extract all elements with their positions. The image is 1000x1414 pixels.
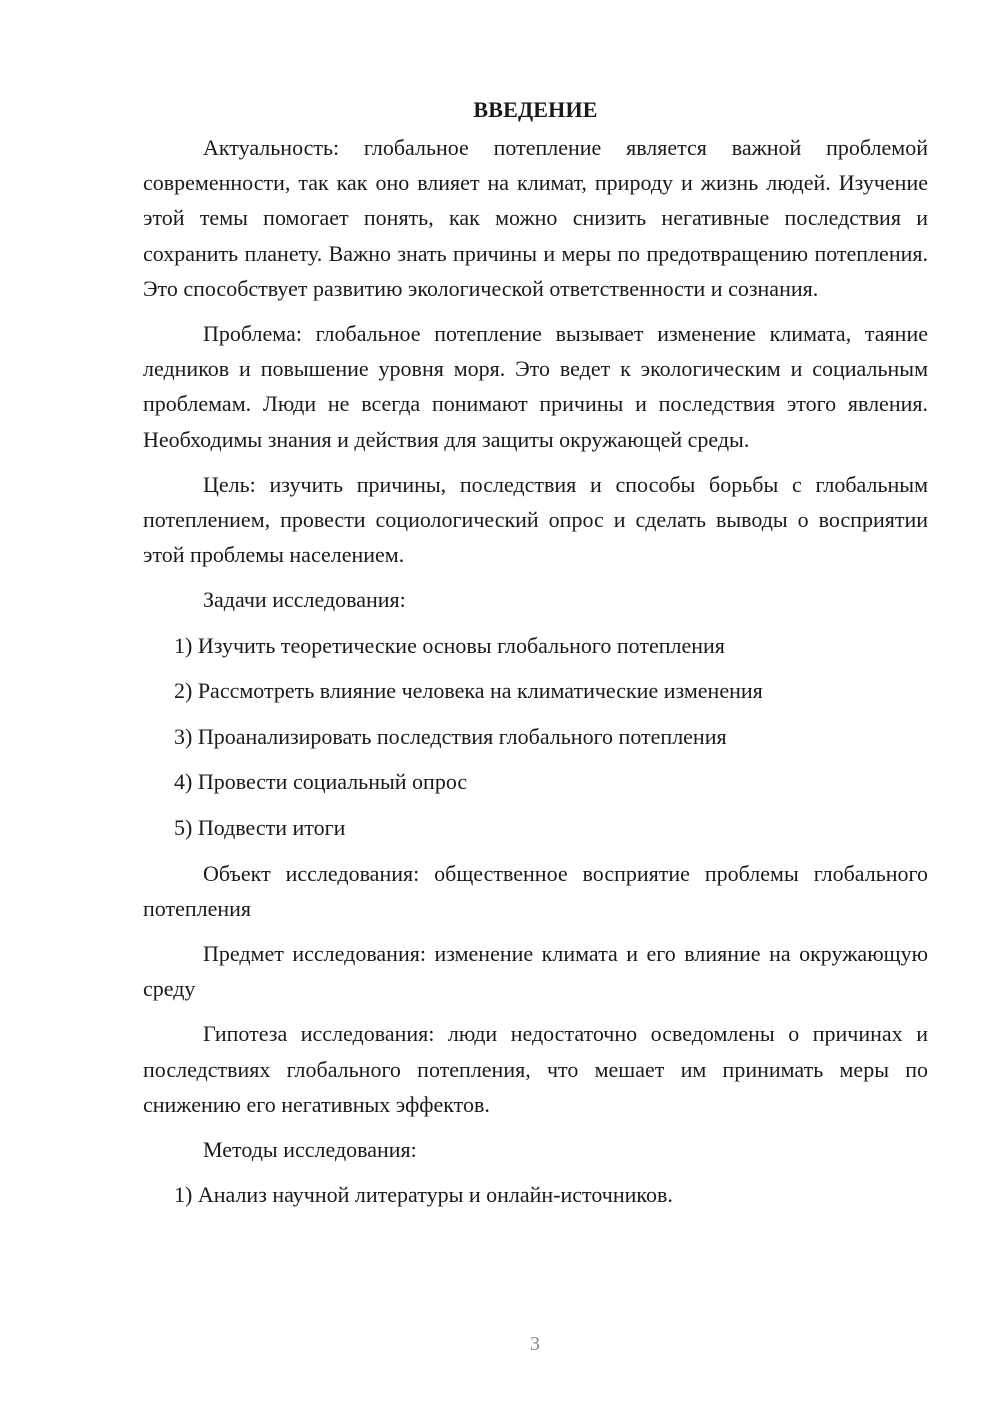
task-item: 5) Подвести итоги (174, 815, 346, 841)
page-number: 3 (530, 1333, 540, 1355)
task-item: 1) Изучить теоретические основы глобального потепления (174, 632, 725, 658)
method-item: 1) Анализ научной литературы и онлайн-источников. (174, 1182, 673, 1208)
methods-heading: Методы исследования: (203, 1137, 417, 1163)
goal-paragraph: Цель: изучить причины, последствия и способы борьбы с глобальным потеплением, провести социологический опрос и сделать выводы о восприятии этой проблемы населением. (143, 471, 928, 568)
object-paragraph: Объект исследования: общественное восприятие проблемы глобального потепления (143, 860, 928, 921)
subject-paragraph: Предмет исследования: изменение климата и его влияние на окружающую среду (143, 941, 928, 1002)
hypothesis-paragraph: Гипотеза исследования: люди недостаточно осведомлены о причинах и последствиях глобального потепления, что мешает им принимать меры по снижению его негативных эффектов. (143, 1021, 928, 1117)
task-item: 2) Рассмотреть влияние человека на климатические изменения (174, 678, 763, 704)
page-content (143, 96, 928, 1223)
section-heading: ВВЕДЕНИЕ (473, 97, 598, 122)
tasks-heading: Задачи исследования: (203, 587, 406, 613)
problem-paragraph: Проблема: глобальное потепление вызывает изменение климата, таяние ледников и повышение уровня моря. Это ведет к экологическим и социальным проблемам. Люди не всегда понимают причины и последствия этого явления. Необходимы знания и действия для защиты окружающей среды. (143, 321, 928, 452)
task-item: 4) Провести социальный опрос (174, 769, 468, 795)
relevance-paragraph: Актуальность: глобальное потепление является важной проблемой современности, так как оно влияет на климат, природу и жизнь людей. Изучение этой темы помогает понять, как можно снизить негативные последствия и сохранить планету. Важно знать причины и меры по предотвращению потепления. Это способствует развитию экологической ответственности и сознания. (143, 135, 928, 301)
task-item: 3) Проанализировать последствия глобального потепления (174, 723, 727, 749)
